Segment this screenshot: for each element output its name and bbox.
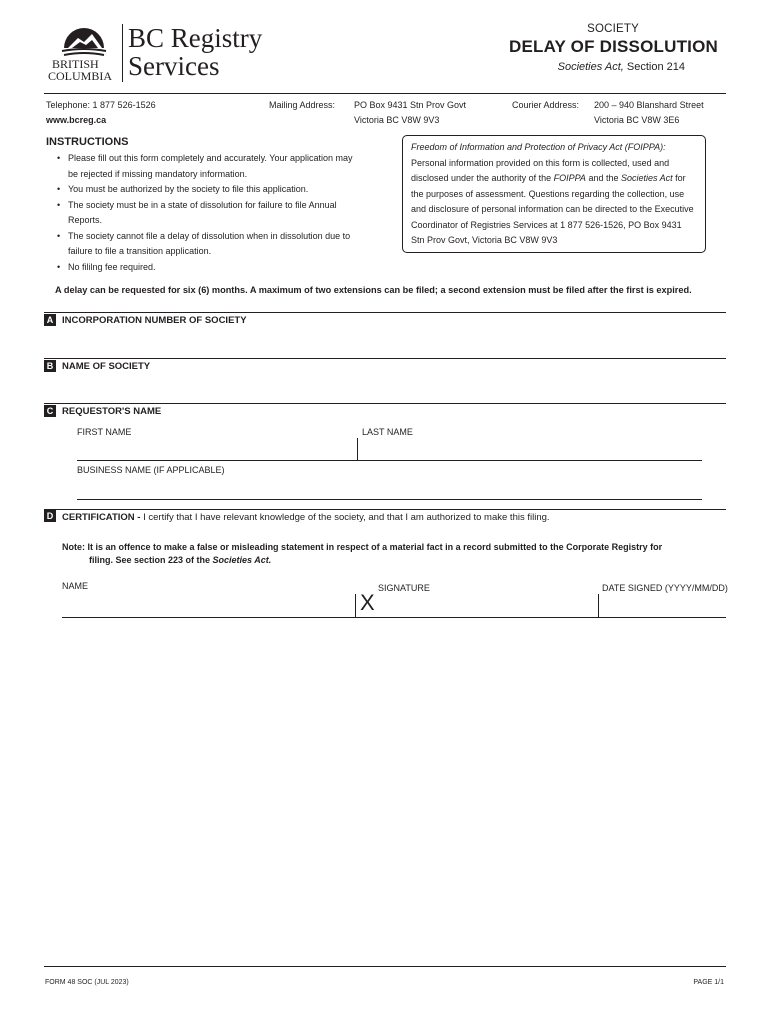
name-label: NAME <box>62 581 89 591</box>
society-name-input[interactable] <box>62 376 702 400</box>
business-name-label: BUSINESS NAME (IF APPLICABLE) <box>77 465 225 475</box>
section-b-letter: B <box>44 360 56 372</box>
certification-underline <box>62 617 726 618</box>
footer-rule <box>44 966 726 967</box>
courier-line1: 200 – 940 Blanshard Street <box>594 100 704 110</box>
mailing-label: Mailing Address: <box>269 100 336 110</box>
page-number: PAGE 1/1 <box>693 979 724 986</box>
name-underline <box>77 460 702 461</box>
date-signed-label: DATE SIGNED (YYYY/MM/DD) <box>602 583 728 593</box>
list-item: • Please fill out this form completely and accurately. Your application may be rejected if missing mandatory information. <box>57 153 353 179</box>
section-a-letter: A <box>44 314 56 326</box>
section-d-title: CERTIFICATION - <box>62 512 144 523</box>
last-name-label: LAST NAME <box>362 427 413 437</box>
brand-line1: BC Registry <box>128 23 263 53</box>
province-name-line2: COLUMBIA <box>48 69 113 83</box>
mailing-line1: PO Box 9431 Stn Prov Govt <box>354 100 467 110</box>
foippa-notice-box <box>402 135 706 253</box>
section-d-letter: D <box>44 510 56 522</box>
section-c-title: REQUESTOR'S NAME <box>62 406 162 417</box>
date-signed-input[interactable] <box>602 596 724 616</box>
mailing-line2: Victoria BC V8W 9V3 <box>354 115 440 125</box>
business-name-input[interactable] <box>77 478 702 498</box>
certifier-name-input[interactable] <box>62 596 352 616</box>
list-item: • The society must be in a state of dissolution for failure to file Annual Reports. <box>57 199 337 225</box>
header-rule <box>44 93 726 94</box>
last-name-input[interactable] <box>360 440 700 460</box>
list-item: • No fililng fee required. <box>57 261 156 272</box>
section-c-letter: C <box>44 405 56 417</box>
first-name-label: FIRST NAME <box>77 427 132 437</box>
section-d-rule <box>44 509 726 510</box>
courier-label: Courier Address: <box>512 100 580 110</box>
form-id: FORM 48 SOC (JUL 2023) <box>45 979 129 986</box>
courier-line2: Victoria BC V8W 3E6 <box>594 115 680 125</box>
delay-note: A delay can be requested for six (6) months. A maximum of two extensions can be filed; a second extension must be filed after the first is expired. <box>55 285 692 295</box>
courier-address <box>594 98 704 128</box>
mailing-address <box>354 98 466 128</box>
act-name: Societies Act, <box>557 61 624 73</box>
first-name-input[interactable] <box>77 440 355 460</box>
signature-mark: X <box>360 590 375 615</box>
contact-phone-web <box>46 98 156 128</box>
section-b-title: NAME OF SOCIETY <box>62 361 151 372</box>
logo-divider <box>122 24 123 82</box>
act-section: Section 214 <box>623 61 685 73</box>
certification-statement <box>62 512 550 523</box>
signature-label: SIGNATURE <box>378 583 430 593</box>
form-act-reference <box>558 61 685 73</box>
offence-note-line2: filing. See section 223 of the Societies Act. <box>89 555 272 565</box>
form-title: DELAY OF DISSOLUTION <box>509 37 718 56</box>
list-item: • You must be authorized by the society to file this application. <box>57 184 309 194</box>
bc-sun-mountain-icon <box>54 20 124 60</box>
foippa-text: Personal information provided on this form is collected, used and disclosed under the authority of the FOIPPA and the Societies Act for the purposes of assessment. Questions regarding the collection, use and disclosure of personal information can be directed to the Executive Coordinator of Registries Services at 1 877 526-1526, PO Box 9431 Stn Prov Govt, Victoria BC V8W 9V3 <box>411 157 694 245</box>
section-b-rule <box>44 358 726 359</box>
certification-text: I certify that I have relevant knowledge of the society, and that I am authorized to make this filing. <box>143 512 550 523</box>
telephone: Telephone: 1 877 526-1526 <box>46 100 156 110</box>
offence-note-line1: Note: It is an offence to make a false or misleading statement in respect of a material fact in a record submitted to the Corporate Registry for <box>62 542 663 552</box>
incorporation-number-input[interactable] <box>62 330 702 354</box>
list-item: • The society cannot file a delay of dissolution when in dissolution due to failure to file a transition application. <box>57 230 351 256</box>
section-c-rule <box>44 403 726 404</box>
signature-input[interactable] <box>380 596 595 616</box>
name-divider <box>357 438 358 460</box>
signature-divider-left <box>355 594 356 617</box>
instructions-list <box>56 151 356 275</box>
section-a-title: INCORPORATION NUMBER OF SOCIETY <box>62 315 247 326</box>
signature-divider-right <box>598 594 599 617</box>
business-name-underline <box>77 499 702 500</box>
province-name-line1: BRITISH <box>52 57 99 71</box>
instructions-heading: INSTRUCTIONS <box>46 136 129 148</box>
section-a-rule <box>44 312 726 313</box>
brand-line2: Services <box>128 51 220 81</box>
form-category: SOCIETY <box>587 23 639 35</box>
foippa-title: Freedom of Information and Protection of Privacy Act (FOIPPA): <box>411 142 666 152</box>
bc-registry-logo <box>48 20 263 84</box>
website-link[interactable]: www.bcreg.ca <box>46 115 107 125</box>
offence-note <box>62 541 722 567</box>
